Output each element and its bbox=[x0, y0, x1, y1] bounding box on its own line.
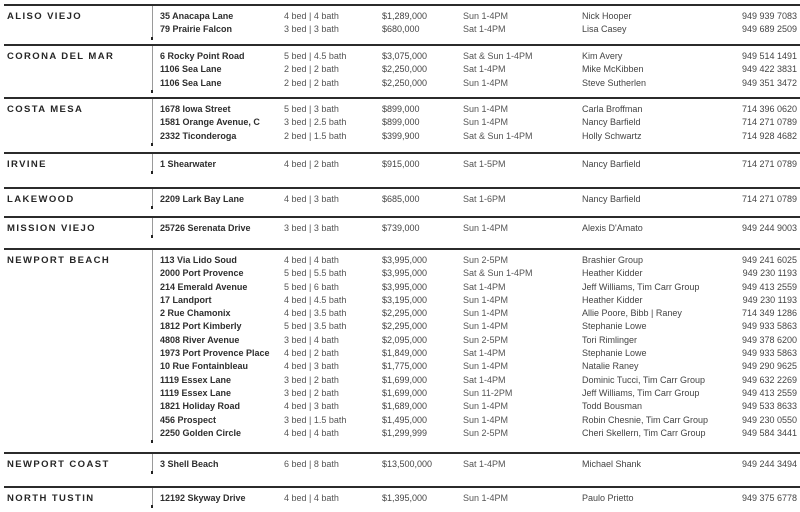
listing-price: $1,699,000 bbox=[382, 387, 428, 398]
listing-open-house-time: Sat 1-4PM bbox=[463, 459, 506, 469]
listing-open-house-time: Sat 1-4PM bbox=[463, 374, 506, 385]
listing-bed-bath: 5 bed | 5.5 bath bbox=[284, 268, 347, 279]
listing-bed-bath: 5 bed | 3 bath bbox=[284, 104, 339, 114]
listing-phone: 949 584 3441 bbox=[741, 427, 797, 438]
listing-agent: Nancy Barfield bbox=[582, 159, 641, 169]
listing-agent: Nancy Barfield bbox=[582, 194, 641, 204]
listing-agent: Dominic Tucci, Tim Carr Group bbox=[582, 374, 706, 385]
listing-price: $1,495,000 bbox=[382, 414, 428, 425]
listing-price: $739,000 bbox=[382, 223, 420, 233]
listing-price: $680,000 bbox=[382, 24, 420, 35]
listing-rows bbox=[160, 159, 797, 172]
listing-address: 17 Landport bbox=[160, 294, 212, 305]
listing-phone: 949 413 2559 bbox=[741, 281, 797, 292]
listing-agent: Alexis D'Amato bbox=[582, 223, 643, 233]
listing-address: 1581 Orange Avenue, C bbox=[160, 117, 260, 128]
listing-phone: 949 632 2269 bbox=[741, 374, 797, 385]
listing-phone: 949 244 3494 bbox=[741, 459, 797, 469]
listing-price: $3,995,000 bbox=[382, 268, 428, 279]
city-section bbox=[4, 4, 800, 44]
listing-bed-bath: 4 bed | 3 bath bbox=[284, 361, 339, 372]
listing-row bbox=[160, 159, 797, 172]
listing-row bbox=[160, 255, 797, 268]
listing-open-house-time: Sun 1-4PM bbox=[463, 321, 509, 332]
listing-address: 1821 Holiday Road bbox=[160, 401, 241, 412]
listing-agent: Kim Avery bbox=[582, 51, 623, 61]
city-section bbox=[4, 187, 800, 216]
listing-open-house-time: Sun 1-4PM bbox=[463, 493, 509, 503]
listing-agent: Natalie Raney bbox=[582, 361, 639, 372]
listing-price: $3,995,000 bbox=[382, 281, 428, 292]
listing-bed-bath: 5 bed | 3.5 bath bbox=[284, 321, 347, 332]
listing-open-house-time: Sun 1-4PM bbox=[463, 414, 509, 425]
listing-agent: Steve Sutherlen bbox=[582, 77, 647, 88]
listing-open-house-time: Sun 1-4PM bbox=[463, 117, 509, 128]
listing-open-house-time: Sun 1-4PM bbox=[463, 104, 509, 114]
listing-row bbox=[160, 282, 797, 295]
listing-address: 1106 Sea Lane bbox=[160, 64, 222, 75]
listing-open-house-time: Sat 1-4PM bbox=[463, 281, 506, 292]
city-name: NEWPORT BEACH bbox=[7, 255, 111, 266]
listing-agent: Todd Bousman bbox=[582, 401, 643, 412]
city-section bbox=[4, 44, 800, 97]
city-section bbox=[4, 248, 800, 452]
listing-phone: 949 375 6778 bbox=[741, 493, 797, 503]
listing-row bbox=[160, 459, 797, 472]
listing-open-house-time: Sat 1-6PM bbox=[463, 194, 506, 204]
divider-end-marker bbox=[151, 90, 153, 93]
listing-phone: 949 378 6200 bbox=[741, 334, 797, 345]
listing-price: $399,900 bbox=[382, 130, 420, 141]
listing-bed-bath: 5 bed | 4.5 bath bbox=[284, 51, 347, 61]
listing-price: $2,095,000 bbox=[382, 334, 428, 345]
listing-bed-bath: 5 bed | 6 bath bbox=[284, 281, 339, 292]
listing-phone: 949 230 0550 bbox=[741, 414, 797, 425]
listing-agent: Tori Rimlinger bbox=[582, 334, 638, 345]
listing-rows bbox=[160, 104, 797, 144]
listing-open-house-time: Sun 1-4PM bbox=[463, 308, 509, 319]
listing-agent: Allie Poore, Bibb | Raney bbox=[582, 308, 682, 319]
listing-open-house-time: Sat & Sun 1-4PM bbox=[463, 51, 533, 61]
listing-open-house-time: Sat 1-4PM bbox=[463, 348, 506, 359]
listing-rows bbox=[160, 255, 797, 441]
city-name: COSTA MESA bbox=[7, 104, 84, 115]
listing-row bbox=[160, 268, 797, 281]
listing-price: $1,689,000 bbox=[382, 401, 428, 412]
listing-row bbox=[160, 308, 797, 321]
listing-price: $1,299,999 bbox=[382, 427, 428, 438]
listing-phone: 949 351 3472 bbox=[741, 77, 797, 88]
section-divider-line bbox=[152, 99, 153, 146]
listing-address: 6 Rocky Point Road bbox=[160, 51, 245, 61]
listing-bed-bath: 3 bed | 3 bath bbox=[284, 223, 339, 233]
listing-price: $685,000 bbox=[382, 194, 420, 204]
listing-open-house-time: Sun 2-5PM bbox=[463, 334, 509, 345]
listing-open-house-time: Sun 1-4PM bbox=[463, 361, 509, 372]
listing-price: $1,849,000 bbox=[382, 348, 428, 359]
listing-row bbox=[160, 295, 797, 308]
listing-address: 214 Emerald Avenue bbox=[160, 281, 248, 292]
listing-agent: Brashier Group bbox=[582, 255, 644, 265]
divider-end-marker bbox=[151, 235, 153, 238]
listing-address: 35 Anacapa Lane bbox=[160, 11, 234, 21]
city-name: IRVINE bbox=[7, 159, 47, 170]
listing-bed-bath: 6 bed | 8 bath bbox=[284, 459, 339, 469]
listing-address: 1678 Iowa Street bbox=[160, 104, 231, 114]
listing-price: $899,000 bbox=[382, 104, 420, 114]
city-section bbox=[4, 152, 800, 187]
divider-end-marker bbox=[151, 505, 153, 508]
listing-row bbox=[160, 321, 797, 334]
listing-open-house-time: Sat & Sun 1-4PM bbox=[463, 130, 533, 141]
listing-bed-bath: 3 bed | 2 bath bbox=[284, 387, 339, 398]
city-name: CORONA DEL MAR bbox=[7, 51, 115, 62]
listing-rows bbox=[160, 459, 797, 472]
listing-open-house-time: Sat & Sun 1-4PM bbox=[463, 268, 533, 279]
listing-phone: 714 349 1286 bbox=[741, 308, 797, 319]
listing-address: 1119 Essex Lane bbox=[160, 374, 232, 385]
listing-agent: Heather Kidder bbox=[582, 268, 643, 279]
listing-bed-bath: 3 bed | 2 bath bbox=[284, 374, 339, 385]
listing-bed-bath: 3 bed | 4 bath bbox=[284, 334, 339, 345]
listing-agent: Holly Schwartz bbox=[582, 130, 642, 141]
listing-bed-bath: 2 bed | 2 bath bbox=[284, 64, 339, 75]
listing-address: 2 Rue Chamonix bbox=[160, 308, 231, 319]
listing-price: $2,250,000 bbox=[382, 77, 428, 88]
listing-phone: 714 396 0620 bbox=[741, 104, 797, 114]
listing-price: $899,000 bbox=[382, 117, 420, 128]
section-divider-line bbox=[152, 250, 153, 443]
section-divider-line bbox=[152, 46, 153, 93]
listing-agent: Robin Chesnie, Tim Carr Group bbox=[582, 414, 709, 425]
listing-bed-bath: 2 bed | 2 bath bbox=[284, 77, 339, 88]
listing-bed-bath: 4 bed | 2 bath bbox=[284, 159, 339, 169]
listing-row bbox=[160, 388, 797, 401]
divider-end-marker bbox=[151, 471, 153, 474]
listing-phone: 714 271 0789 bbox=[741, 194, 797, 204]
listing-phone: 949 241 6025 bbox=[741, 255, 797, 265]
listing-address: 25726 Serenata Drive bbox=[160, 223, 251, 233]
city-section bbox=[4, 97, 800, 152]
listing-row bbox=[160, 51, 797, 64]
listing-row bbox=[160, 361, 797, 374]
listing-row bbox=[160, 401, 797, 414]
listing-agent: Nancy Barfield bbox=[582, 117, 641, 128]
listing-bed-bath: 4 bed | 3.5 bath bbox=[284, 308, 347, 319]
listing-price: $2,250,000 bbox=[382, 64, 428, 75]
listing-bed-bath: 4 bed | 4 bath bbox=[284, 11, 339, 21]
listing-address: 1973 Port Provence Place bbox=[160, 348, 270, 359]
listing-price: $1,775,000 bbox=[382, 361, 428, 372]
listing-price: $2,295,000 bbox=[382, 321, 428, 332]
listing-row bbox=[160, 11, 797, 24]
listing-rows bbox=[160, 223, 797, 236]
listing-phone: 949 514 1491 bbox=[741, 51, 797, 61]
divider-end-marker bbox=[151, 143, 153, 146]
city-name: NORTH TUSTIN bbox=[7, 493, 95, 504]
divider-end-marker bbox=[151, 171, 153, 174]
listing-open-house-time: Sun 1-4PM bbox=[463, 11, 509, 21]
listing-price: $915,000 bbox=[382, 159, 420, 169]
listing-address: 1119 Essex Lane bbox=[160, 387, 232, 398]
listing-open-house-time: Sun 2-5PM bbox=[463, 427, 509, 438]
listing-address: 113 Via Lido Soud bbox=[160, 255, 237, 265]
listing-row bbox=[160, 223, 797, 236]
listing-address: 2000 Port Provence bbox=[160, 268, 244, 279]
listing-agent: Michael Shank bbox=[582, 459, 642, 469]
listing-open-house-time: Sun 1-4PM bbox=[463, 401, 509, 412]
listing-bed-bath: 2 bed | 1.5 bath bbox=[284, 130, 347, 141]
listing-bed-bath: 4 bed | 4.5 bath bbox=[284, 294, 347, 305]
listing-row bbox=[160, 194, 797, 207]
listing-phone: 949 689 2509 bbox=[741, 24, 797, 35]
listing-row bbox=[160, 428, 797, 441]
listing-row bbox=[160, 375, 797, 388]
listing-open-house-time: Sun 1-4PM bbox=[463, 294, 509, 305]
listing-price: $3,195,000 bbox=[382, 294, 428, 305]
listing-row bbox=[160, 24, 797, 37]
listing-agent: Lisa Casey bbox=[582, 24, 627, 35]
listing-agent: Carla Broffman bbox=[582, 104, 643, 114]
listing-address: 2332 Ticonderoga bbox=[160, 130, 237, 141]
listing-row bbox=[160, 104, 797, 117]
listing-agent: Heather Kidder bbox=[582, 294, 643, 305]
divider-end-marker bbox=[151, 37, 153, 40]
listing-price: $1,395,000 bbox=[382, 493, 428, 503]
listing-phone: 949 939 7083 bbox=[741, 11, 797, 21]
city-section bbox=[4, 452, 800, 486]
listing-bed-bath: 3 bed | 3 bath bbox=[284, 24, 339, 35]
listing-phone: 949 230 1193 bbox=[742, 294, 797, 305]
listing-address: 1812 Port Kimberly bbox=[160, 321, 242, 332]
listing-phone: 714 928 4682 bbox=[741, 130, 797, 141]
listing-open-house-time: Sat 1-4PM bbox=[463, 64, 506, 75]
listing-row bbox=[160, 493, 797, 506]
listing-agent: Mike McKibben bbox=[582, 64, 644, 75]
city-name: MISSION VIEJO bbox=[7, 223, 96, 234]
city-name: NEWPORT COAST bbox=[7, 459, 110, 470]
listing-rows bbox=[160, 493, 797, 506]
listing-bed-bath: 4 bed | 4 bath bbox=[284, 427, 339, 438]
listing-price: $1,289,000 bbox=[382, 11, 428, 21]
listing-address: 1 Shearwater bbox=[160, 159, 217, 169]
listing-phone: 949 533 8633 bbox=[741, 401, 797, 412]
listing-address: 1106 Sea Lane bbox=[160, 77, 222, 88]
listing-row bbox=[160, 415, 797, 428]
listing-phone: 949 422 3831 bbox=[741, 64, 797, 75]
listing-phone: 714 271 0789 bbox=[741, 159, 797, 169]
listing-rows bbox=[160, 51, 797, 91]
city-name: ALISO VIEJO bbox=[7, 11, 83, 22]
listing-agent: Cheri Skellern, Tim Carr Group bbox=[582, 427, 706, 438]
listing-phone: 949 244 9003 bbox=[741, 223, 797, 233]
listing-row bbox=[160, 335, 797, 348]
listing-open-house-time: Sat 1-4PM bbox=[463, 24, 506, 35]
listing-open-house-time: Sun 1-4PM bbox=[463, 223, 509, 233]
listing-address: 12192 Skyway Drive bbox=[160, 493, 246, 503]
listing-price: $3,075,000 bbox=[382, 51, 428, 61]
listing-address: 4808 River Avenue bbox=[160, 334, 240, 345]
listing-open-house-time: Sat 1-5PM bbox=[463, 159, 506, 169]
listing-price: $13,500,000 bbox=[382, 459, 433, 469]
divider-end-marker bbox=[151, 440, 153, 443]
listing-row bbox=[160, 78, 797, 91]
listing-phone: 714 271 0789 bbox=[741, 117, 797, 128]
listing-row bbox=[160, 117, 797, 130]
listing-price: $2,295,000 bbox=[382, 308, 428, 319]
listing-address: 456 Prospect bbox=[160, 414, 217, 425]
listing-row bbox=[160, 64, 797, 77]
listing-address: 2209 Lark Bay Lane bbox=[160, 194, 245, 204]
listing-bed-bath: 4 bed | 3 bath bbox=[284, 194, 339, 204]
listing-row bbox=[160, 131, 797, 144]
listing-agent: Nick Hooper bbox=[582, 11, 632, 21]
listing-address: 79 Prairie Falcon bbox=[160, 24, 233, 35]
listing-phone: 949 933 5863 bbox=[741, 321, 797, 332]
listing-rows bbox=[160, 194, 797, 207]
listing-agent: Stephanie Lowe bbox=[582, 321, 647, 332]
listing-row bbox=[160, 348, 797, 361]
listing-agent: Stephanie Lowe bbox=[582, 348, 647, 359]
listing-address: 10 Rue Fontainbleau bbox=[160, 361, 249, 372]
divider-end-marker bbox=[151, 206, 153, 209]
listing-open-house-time: Sun 2-5PM bbox=[463, 255, 509, 265]
listing-agent: Paulo Prietto bbox=[582, 493, 634, 503]
listing-phone: 949 230 1193 bbox=[742, 268, 797, 279]
listing-agent: Jeff Williams, Tim Carr Group bbox=[582, 387, 700, 398]
section-divider-line bbox=[152, 6, 153, 40]
listing-agent: Jeff Williams, Tim Carr Group bbox=[582, 281, 700, 292]
listing-bed-bath: 4 bed | 4 bath bbox=[284, 255, 339, 265]
listing-rows bbox=[160, 11, 797, 38]
city-name: LAKEWOOD bbox=[7, 194, 75, 205]
listing-price: $3,995,000 bbox=[382, 255, 428, 265]
listing-phone: 949 413 2559 bbox=[741, 387, 797, 398]
listing-phone: 949 290 9625 bbox=[741, 361, 797, 372]
listing-phone: 949 933 5863 bbox=[741, 348, 797, 359]
listing-bed-bath: 3 bed | 2.5 bath bbox=[284, 117, 347, 128]
city-section bbox=[4, 216, 800, 248]
listing-open-house-time: Sun 1-4PM bbox=[463, 77, 509, 88]
city-section bbox=[4, 486, 800, 512]
listing-bed-bath: 4 bed | 4 bath bbox=[284, 493, 339, 503]
listing-address: 2250 Golden Circle bbox=[160, 427, 242, 438]
listing-price: $1,699,000 bbox=[382, 374, 428, 385]
listing-bed-bath: 4 bed | 3 bath bbox=[284, 401, 339, 412]
listing-address: 3 Shell Beach bbox=[160, 459, 219, 469]
listing-bed-bath: 4 bed | 2 bath bbox=[284, 348, 339, 359]
listing-open-house-time: Sun 11-2PM bbox=[463, 387, 513, 398]
listing-bed-bath: 3 bed | 1.5 bath bbox=[284, 414, 347, 425]
